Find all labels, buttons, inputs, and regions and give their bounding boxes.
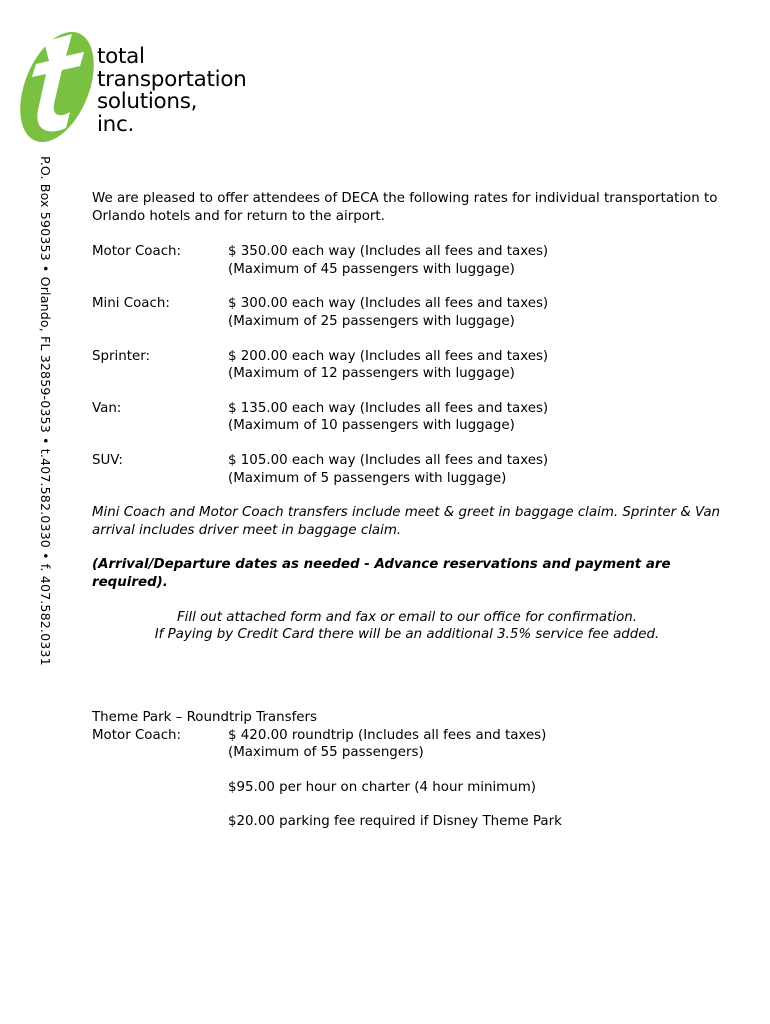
rate-row-motor-coach xyxy=(92,243,742,278)
form-instructions: Fill out attached form and fax or email to our office for confirmation. xyxy=(176,609,638,625)
logo-line: total xyxy=(97,44,145,69)
rate-detail xyxy=(228,348,742,383)
rate-price: $ 200.00 each way (Includes all fees and taxes) xyxy=(228,348,549,364)
logo-line: solutions, xyxy=(97,89,198,114)
rate-label: Sprinter: xyxy=(92,348,150,364)
rate-detail xyxy=(228,295,742,330)
logo-line: inc. xyxy=(97,111,135,137)
credit-card-fee-note: If Paying by Credit Card there will be an additional 3.5% service fee added. xyxy=(154,627,660,643)
rate-capacity: (Maximum of 45 passengers with luggage) xyxy=(228,261,515,277)
rate-price: $ 300.00 each way (Includes all fees and taxes) xyxy=(228,296,549,312)
rate-label: SUV: xyxy=(92,452,123,468)
rate-price: $ 350.00 each way (Includes all fees and taxes) xyxy=(228,244,549,260)
transfer-note: Mini Coach and Motor Coach transfers include meet & greet in baggage claim. Sprinter & Van arrival includes driver meet in baggage claim. xyxy=(92,505,721,538)
company-logo xyxy=(14,26,248,148)
intro-paragraph: We are pleased to offer attendees of DECA the following rates for individual transportation to Orlando hotels and for return to the airport. xyxy=(92,191,718,224)
rate-capacity: (Maximum of 12 passengers with luggage) xyxy=(228,366,515,382)
rate-capacity: (Maximum of 10 passengers with luggage) xyxy=(228,418,515,434)
theme-park-heading: Theme Park – Roundtrip Transfers xyxy=(92,710,318,725)
rate-row-sprinter xyxy=(92,348,742,383)
rate-label: Van: xyxy=(92,400,122,416)
tt-logo-mark-icon xyxy=(14,26,100,148)
reservation-note: (Arrival/Departure dates as needed - Advance reservations and payment are required). xyxy=(92,557,671,590)
rate-label: Motor Coach: xyxy=(92,244,182,260)
rate-row-mini-coach xyxy=(92,295,742,330)
charter-rate: $95.00 per hour on charter (4 hour minimum) xyxy=(228,779,536,795)
rate-price: $ 420.00 roundtrip (Includes all fees and taxes) xyxy=(228,727,547,743)
theme-park-section xyxy=(92,709,742,831)
rate-capacity: (Maximum of 55 passengers) xyxy=(228,745,424,761)
rates-letter-body xyxy=(92,190,742,644)
rate-detail xyxy=(228,727,546,762)
rate-label: Motor Coach: xyxy=(92,727,182,743)
rate-price: $ 135.00 each way (Includes all fees and taxes) xyxy=(228,400,549,416)
rate-price: $ 105.00 each way (Includes all fees and taxes) xyxy=(228,452,549,468)
rate-detail xyxy=(228,243,742,278)
rate-capacity: (Maximum of 5 passengers with luggage) xyxy=(228,470,507,486)
rate-detail xyxy=(228,400,742,435)
parking-fee: $20.00 parking fee required if Disney Theme Park xyxy=(228,814,562,830)
rate-row-van xyxy=(92,400,742,435)
rate-label: Mini Coach: xyxy=(92,296,170,312)
rate-row-suv xyxy=(92,452,742,487)
company-address: P.O. Box 590353 • Orlando, FL 32859-0353 • t.407.582.0330 • f. 407.582.0331 xyxy=(38,156,53,666)
rate-detail xyxy=(228,452,742,487)
theme-park-rate-row xyxy=(92,727,742,762)
logo-wordmark xyxy=(97,46,247,136)
rate-capacity: (Maximum of 25 passengers with luggage) xyxy=(228,313,515,329)
logo-line: transportation xyxy=(97,66,247,92)
